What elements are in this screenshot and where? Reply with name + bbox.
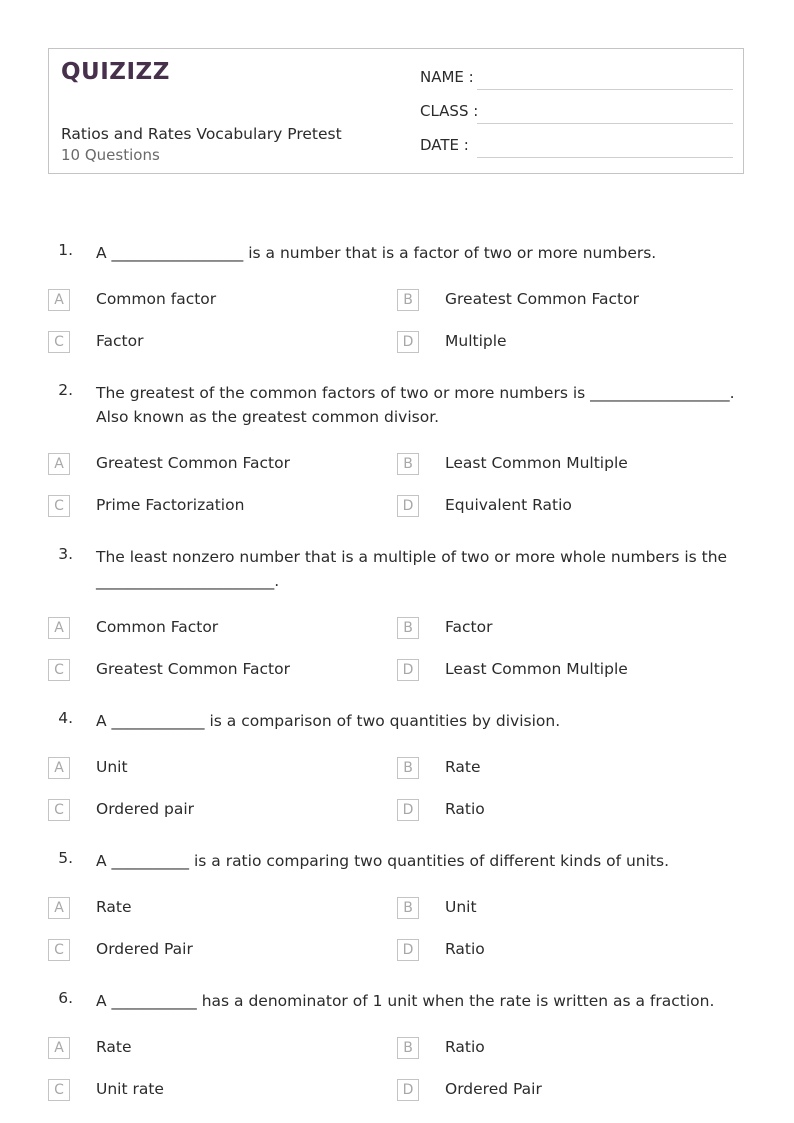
name-label: NAME : [420, 68, 474, 86]
option-letter-box[interactable]: C [48, 939, 70, 961]
name-line [477, 89, 733, 90]
option-letter-box[interactable]: A [48, 289, 70, 311]
option-letter-box[interactable]: C [48, 659, 70, 681]
option-text: Factor [445, 618, 493, 636]
option-letter-box[interactable]: D [397, 495, 419, 517]
question-text: The least nonzero number that is a multiple of two or more whole numbers is the _______________________. [96, 548, 728, 590]
option-letter-box[interactable]: A [48, 897, 70, 919]
question-text: A __________ is a ratio comparing two quantities of different kinds of units. [96, 852, 669, 870]
option-text: Multiple [445, 332, 507, 350]
worksheet-header [48, 48, 744, 174]
quizizz-logo: QUIZIZZ [61, 59, 170, 85]
class-label: CLASS : [420, 102, 479, 120]
option-letter-box[interactable]: B [397, 1037, 419, 1059]
question-count: 10 Questions [61, 146, 160, 164]
option-text: Ordered pair [96, 800, 195, 818]
option-letter-box[interactable]: A [48, 1037, 70, 1059]
question-number: 4. [58, 709, 73, 727]
question-text: The greatest of the common factors of two or more numbers is __________________. Also known as the greatest common divisor. [96, 384, 735, 426]
option-text: Ordered Pair [96, 940, 193, 958]
option-text: Common factor [96, 290, 217, 308]
option-letter-box[interactable]: D [397, 939, 419, 961]
question-number: 3. [58, 545, 73, 563]
question-number: 2. [58, 381, 73, 399]
option-text: Ratio [445, 940, 485, 958]
class-line [477, 123, 733, 124]
option-text: Unit rate [96, 1080, 164, 1098]
page-title: Ratios and Rates Vocabulary Pretest [61, 125, 342, 143]
option-letter-box[interactable]: B [397, 617, 419, 639]
option-text: Factor [96, 332, 144, 350]
option-letter-box[interactable]: B [397, 757, 419, 779]
option-text: Rate [96, 898, 132, 916]
option-letter-box[interactable]: D [397, 1079, 419, 1101]
option-letter-box[interactable]: D [397, 331, 419, 353]
option-text: Greatest Common Factor [445, 290, 639, 308]
option-letter-box[interactable]: C [48, 331, 70, 353]
date-label: DATE : [420, 136, 469, 154]
question-text: A ____________ is a comparison of two quantities by division. [96, 712, 561, 730]
question-text: A _________________ is a number that is a factor of two or more numbers. [96, 244, 657, 262]
option-text: Least Common Multiple [445, 660, 628, 678]
question-number: 6. [58, 989, 73, 1007]
question-number: 1. [58, 241, 73, 259]
option-text: Rate [96, 1038, 132, 1056]
option-text: Equivalent Ratio [445, 496, 572, 514]
option-letter-box[interactable]: A [48, 453, 70, 475]
option-letter-box[interactable]: A [48, 757, 70, 779]
option-letter-box[interactable]: C [48, 799, 70, 821]
option-text: Least Common Multiple [445, 454, 628, 472]
option-letter-box[interactable]: B [397, 897, 419, 919]
option-letter-box[interactable]: B [397, 289, 419, 311]
question-number: 5. [58, 849, 73, 867]
option-letter-box[interactable]: A [48, 617, 70, 639]
option-letter-box[interactable]: D [397, 659, 419, 681]
option-text: Ratio [445, 1038, 485, 1056]
option-text: Ordered Pair [445, 1080, 542, 1098]
option-text: Unit [96, 758, 128, 776]
option-text: Greatest Common Factor [96, 454, 290, 472]
option-text: Greatest Common Factor [96, 660, 290, 678]
option-text: Unit [445, 898, 477, 916]
option-text: Prime Factorization [96, 496, 245, 514]
option-text: Ratio [445, 800, 485, 818]
option-text: Common Factor [96, 618, 219, 636]
question-text: A ___________ has a denominator of 1 unit when the rate is written as a fraction. [96, 992, 715, 1010]
option-letter-box[interactable]: C [48, 1079, 70, 1101]
option-letter-box[interactable]: B [397, 453, 419, 475]
date-line [477, 157, 733, 158]
option-letter-box[interactable]: C [48, 495, 70, 517]
option-letter-box[interactable]: D [397, 799, 419, 821]
option-text: Rate [445, 758, 481, 776]
